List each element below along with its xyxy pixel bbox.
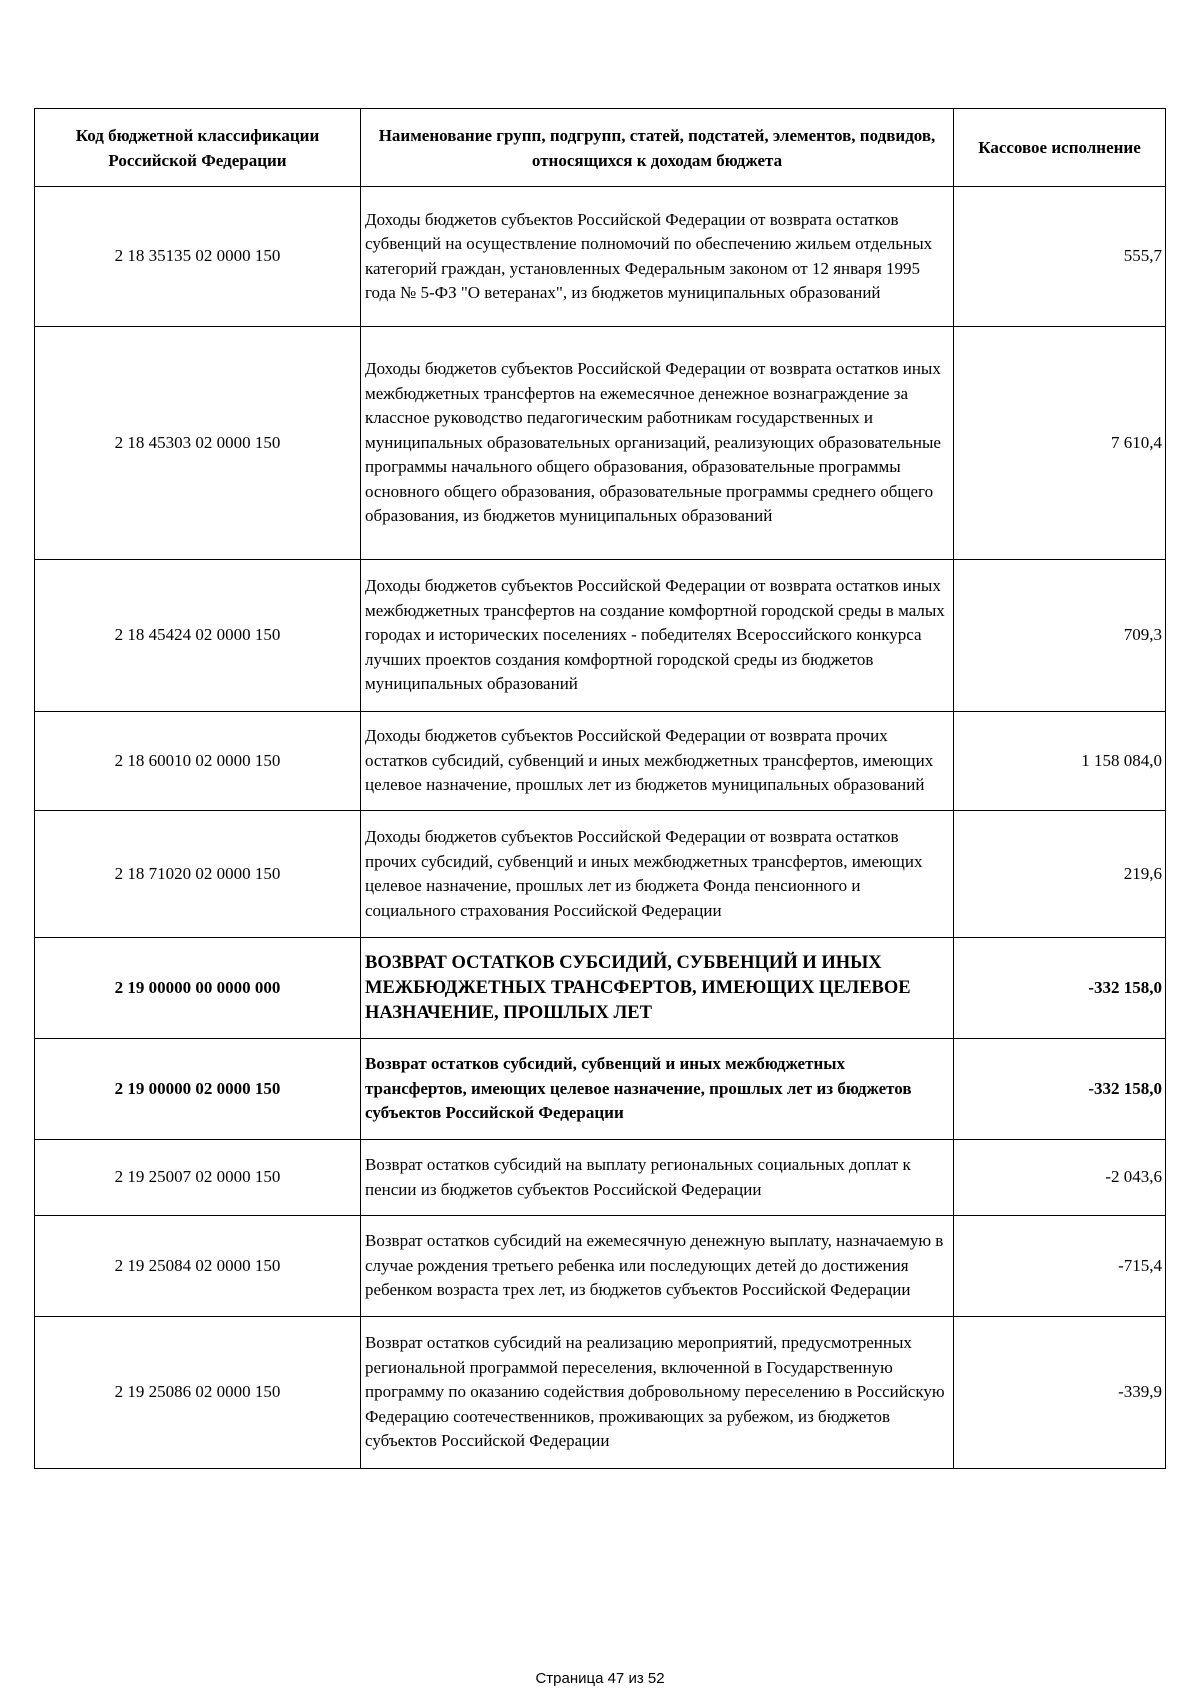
row-amount: 219,6	[954, 811, 1166, 938]
row-code: 2 18 45303 02 0000 150	[35, 327, 361, 560]
row-code: 2 19 25086 02 0000 150	[35, 1317, 361, 1469]
row-name: Возврат остатков субсидий на реализацию мероприятий, предусмотренных региональной программой переселения, включенной в Государственную программу по оказанию содействия добровольному переселению в Российскую Федерацию соотечественников, проживающих за рубежом, из бюджетов субъектов Российской Федерации	[361, 1317, 954, 1469]
header-name: Наименование групп, подгрупп, статей, подстатей, элементов, подвидов, относящихся к доходам бюджета	[361, 109, 954, 187]
row-amount: -2 043,6	[954, 1140, 1166, 1216]
row-amount: 1 158 084,0	[954, 712, 1166, 811]
row-amount: -332 158,0	[954, 1039, 1166, 1140]
row-code: 2 19 25007 02 0000 150	[35, 1140, 361, 1216]
row-code: 2 19 00000 00 0000 000	[35, 938, 361, 1039]
table-row-section	[35, 938, 1166, 1039]
row-amount: 7 610,4	[954, 327, 1166, 560]
budget-revenue-table	[34, 108, 1166, 1469]
row-code: 2 19 00000 02 0000 150	[35, 1039, 361, 1140]
header-code: Код бюджетной классификации Российской Федерации	[35, 109, 361, 187]
page-number-footer: Страница 47 из 52	[535, 1670, 665, 1687]
row-name: Доходы бюджетов субъектов Российской Федерации от возврата остатков субвенций на осуществление полномочий по обеспечению жильем отдельных категорий граждан, установленных Федеральным законом от 12 января 1995 года № 5-ФЗ "О ветеранах", из бюджетов муниципальных образований	[361, 187, 954, 327]
row-amount: -715,4	[954, 1216, 1166, 1317]
table-row	[35, 1317, 1166, 1469]
table-row	[35, 1140, 1166, 1216]
row-name: Доходы бюджетов субъектов Российской Федерации от возврата остатков прочих субсидий, субвенций и иных межбюджетных трансфертов, имеющих целевое назначение, прошлых лет из бюджета Фонда пенсионного и социального страхования Российской Федерации	[361, 811, 954, 938]
row-name: Возврат остатков субсидий, субвенций и иных межбюджетных трансфертов, имеющих целевое назначение, прошлых лет из бюджетов субъектов Российской Федерации	[361, 1039, 954, 1140]
row-amount: -332 158,0	[954, 938, 1166, 1039]
table-row	[35, 811, 1166, 938]
row-name: Доходы бюджетов субъектов Российской Федерации от возврата остатков иных межбюджетных трансфертов на ежемесячное денежное вознаграждение за классное руководство педагогическим работникам государственных и муниципальных образовательных организаций, реализующих образовательные программы начального общего образования, образовательные программы основного общего образования, образовательные программы среднего общего образования, из бюджетов муниципальных образований	[361, 327, 954, 560]
row-amount: -339,9	[954, 1317, 1166, 1469]
row-code: 2 18 60010 02 0000 150	[35, 712, 361, 811]
row-name: Возврат остатков субсидий на выплату региональных социальных доплат к пенсии из бюджетов субъектов Российской Федерации	[361, 1140, 954, 1216]
header-amount: Кассовое исполнение	[954, 109, 1166, 187]
row-code: 2 18 35135 02 0000 150	[35, 187, 361, 327]
table-row	[35, 712, 1166, 811]
row-code: 2 18 71020 02 0000 150	[35, 811, 361, 938]
row-name: Доходы бюджетов субъектов Российской Федерации от возврата прочих остатков субсидий, субвенций и иных межбюджетных трансфертов, имеющих целевое назначение, прошлых лет из бюджетов муниципальных образований	[361, 712, 954, 811]
row-code: 2 19 25084 02 0000 150	[35, 1216, 361, 1317]
row-name: Возврат остатков субсидий на ежемесячную денежную выплату, назначаемую в случае рождения третьего ребенка или последующих детей до достижения ребенком возраста трех лет, из бюджетов субъектов Российской Федерации	[361, 1216, 954, 1317]
table-row	[35, 560, 1166, 712]
row-amount: 709,3	[954, 560, 1166, 712]
row-code: 2 18 45424 02 0000 150	[35, 560, 361, 712]
table-row-subsection	[35, 1039, 1166, 1140]
table-row	[35, 187, 1166, 327]
table-row	[35, 1216, 1166, 1317]
table-row	[35, 327, 1166, 560]
row-name: Доходы бюджетов субъектов Российской Федерации от возврата остатков иных межбюджетных трансфертов на создание комфортной городской среды в малых городах и исторических поселениях - победителях Всероссийского конкурса лучших проектов создания комфортной городской среды из бюджетов муниципальных образований	[361, 560, 954, 712]
row-amount: 555,7	[954, 187, 1166, 327]
table-header-row	[35, 109, 1166, 187]
row-name: ВОЗВРАТ ОСТАТКОВ СУБСИДИЙ, СУБВЕНЦИЙ И ИНЫХ МЕЖБЮДЖЕТНЫХ ТРАНСФЕРТОВ, ИМЕЮЩИХ ЦЕЛЕВОЕ НАЗНАЧЕНИЕ, ПРОШЛЫХ ЛЕТ	[361, 938, 954, 1039]
